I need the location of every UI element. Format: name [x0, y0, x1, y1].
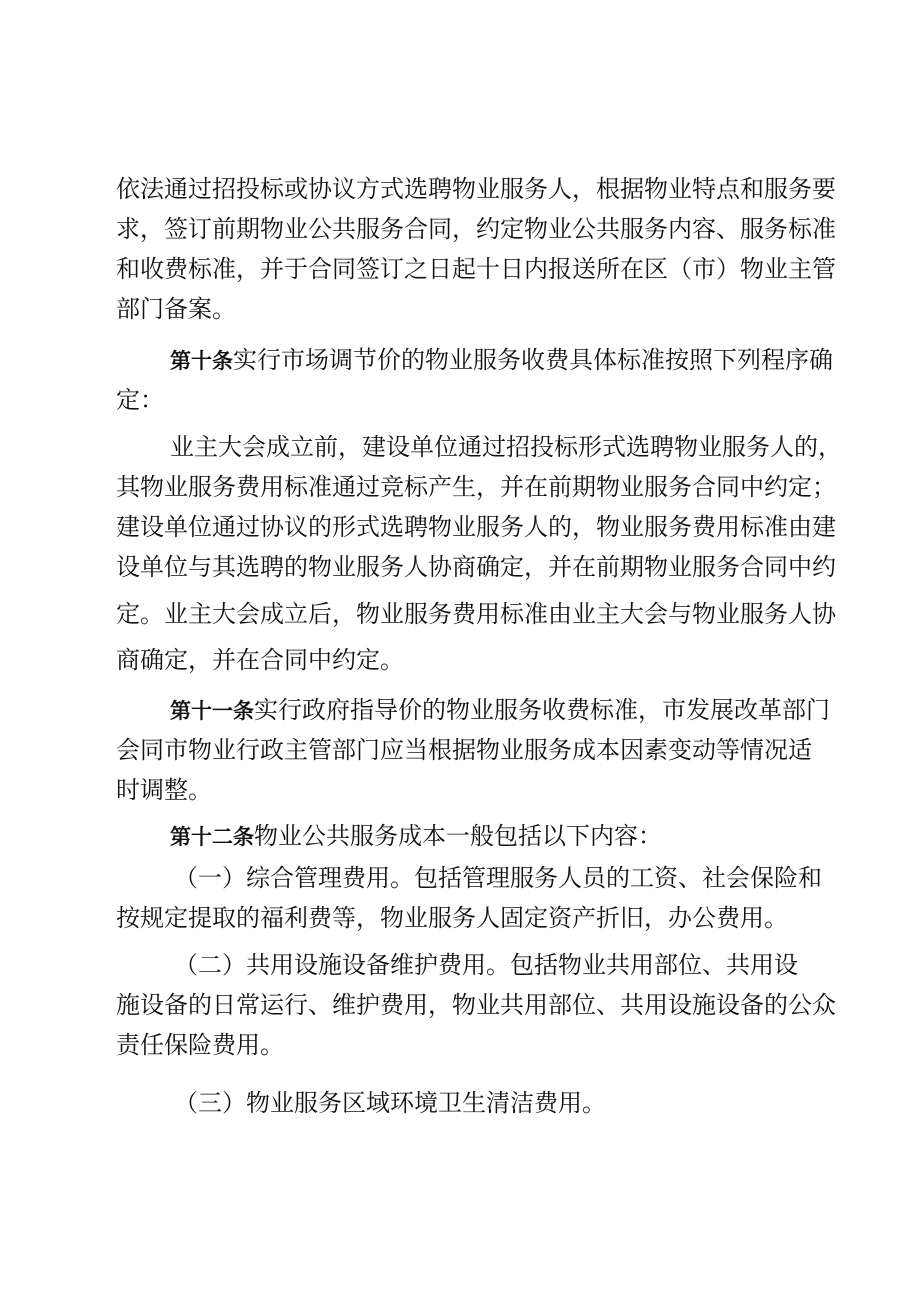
- para2-line-4: 设单位与其选聘的物业服务人协商确定，并在前期物业服务合同中约: [116, 553, 836, 581]
- article10-line-2: 定：: [116, 386, 164, 414]
- item2-line-2: 施设备的日常运行、维护费用，物业共用部位、共用设施设备的公众: [116, 991, 836, 1019]
- item1-line-1: （一）综合管理费用。包括管理服务人员的工资、社会保险和: [174, 864, 822, 892]
- para1-line-1: 依法通过招投标或协议方式选聘物业服务人，根据物业特点和服务要: [116, 175, 836, 203]
- para2-line-5: 定。业主大会成立后，物业服务费用标准由业主大会与物业服务人协: [116, 600, 836, 628]
- para1-line-3: 和收费标准，并于合同签订之日起十日内报送所在区（市）物业主管: [116, 255, 836, 283]
- article12-first-line: [170, 821, 662, 852]
- para2-line-1: 业主大会成立前，建设单位通过招投标形式选聘物业服务人的，: [170, 433, 842, 461]
- article12-line-1: 物业公共服务成本一般包括以下内容：: [254, 822, 662, 850]
- item1-line-2: 按规定提取的福利费等，物业服务人固定资产折旧，办公费用。: [116, 904, 788, 932]
- article11-line-2: 会同市物业行政主管部门应当根据物业服务成本因素变动等情况适: [116, 736, 812, 764]
- para2-line-2: 其物业服务费用标准通过竞标产生，并在前期物业服务合同中约定；: [116, 473, 836, 501]
- article11-line-1: 实行政府指导价的物业服务收费标准，市发展改革部门: [254, 696, 830, 724]
- article10-line-1: 实行市场调节价的物业服务收费具体标准按照下列程序确: [233, 346, 833, 374]
- item2-line-3: 责任保险费用。: [116, 1031, 284, 1059]
- item2-line-1: （二）共用设施设备维护费用。包括物业共用部位、共用设: [174, 951, 798, 979]
- article10-first-line: [170, 345, 833, 376]
- article12-heading: 第十二条: [170, 825, 254, 849]
- article11-first-line: [170, 695, 830, 726]
- para1-line-4: 部门备案。: [116, 295, 236, 323]
- para2-line-3: 建设单位通过协议的形式选聘物业服务人的，物业服务费用标准由建: [116, 513, 836, 541]
- para2-line-6: 商确定，并在合同中约定。: [116, 646, 404, 674]
- article11-line-3: 时调整。: [116, 776, 212, 804]
- para1-line-2: 求，签订前期物业公共服务合同，约定物业公共服务内容、服务标准: [116, 215, 836, 243]
- article10-heading: 第十条: [170, 349, 233, 373]
- article11-heading: 第十一条: [170, 699, 254, 723]
- item3-line-1: （三）物业服务区域环境卫生清洁费用。: [174, 1089, 606, 1117]
